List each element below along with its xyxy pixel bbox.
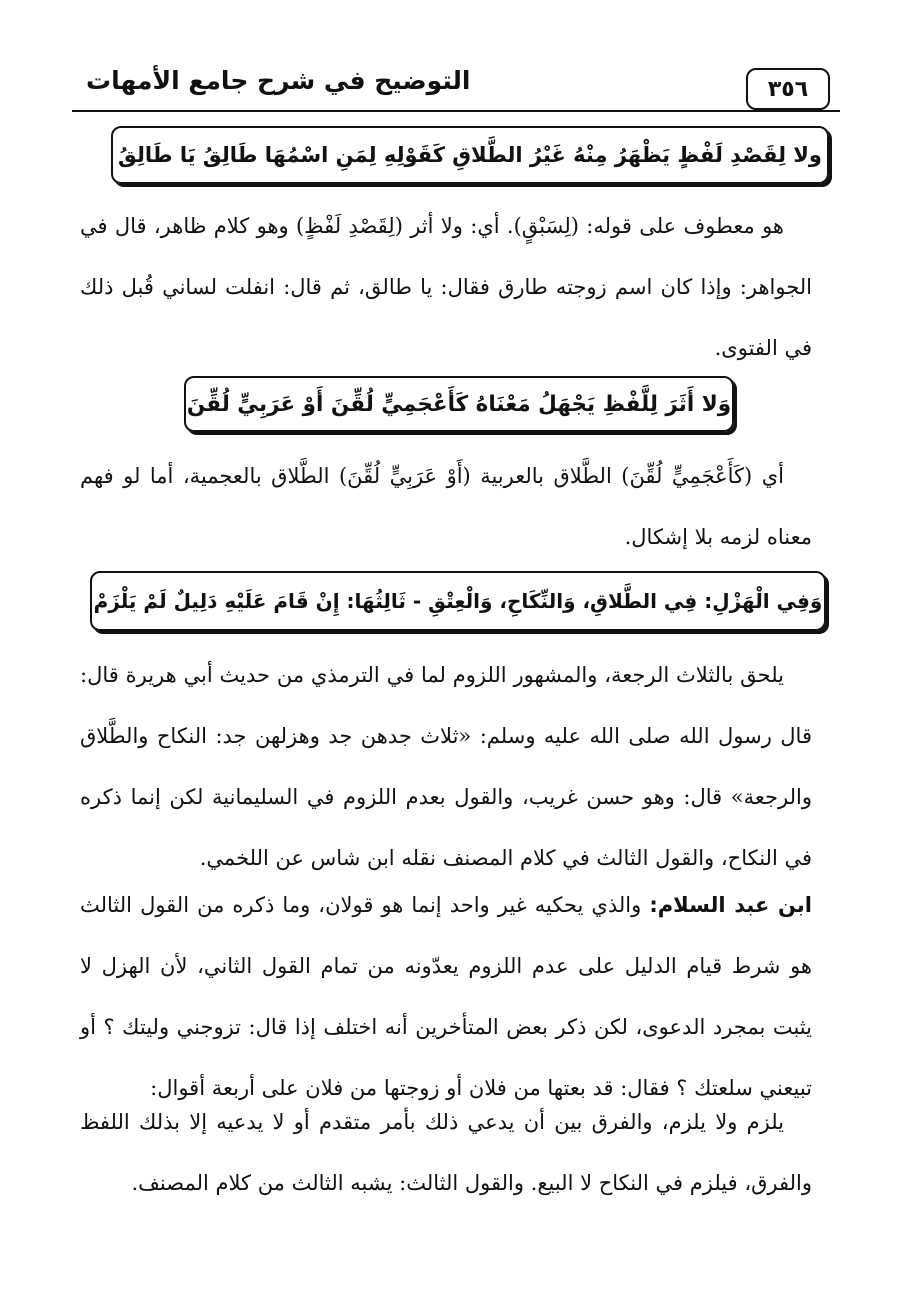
page-number: ٣٥٦: [746, 68, 830, 110]
paragraph-4-body: والذي يحكيه غير واحد إنما هو قولان، وما ذكره من القول الثالث هو شرط قيام الدليل على عدم اللزوم يعدّونه من تمام القول الثاني، لأن الهزل لا يثبت بمجرد الدعوى، لكن ذكر بعض المتأخرين أنه اختلف إذا قال: تزوجني وليتك ؟ أو تبيعني سلعتك ؟ فقال: قد بعتها من فلان أو زوجتها من فلان على أربعة أقوال:: [80, 893, 812, 1100]
commentary-paragraph-1: هو معطوف على قوله: (لِسَبْقٍ). أي: ولا أثر (لِقَصْدِ لَفْظٍ) وهو كلام ظاهر، قال في الجواهر: وإذا كان اسم زوجته طارق فقال: يا طالق، ثم قال: انفلت لساني قُبل ذلك في الفتوى.: [80, 214, 812, 360]
commentary-paragraph-2: أي (كَأَعْجَمِيٍّ لُقِّنَ) الطَّلاق بالعربية (أَوْ عَرَبِيٍّ لُقِّنَ) الطَّلاق بالعجمية، أما لو فهم معناه لزمه بلا إشكال.: [80, 464, 812, 549]
commentary-paragraph-4: [80, 875, 812, 1119]
matn-box-3: وَفِي الْهَزْلِ: فِي الطَّلاقِ، وَالنِّكَاحِ، وَالْعِتْقِ - ثَالِثُهَا: إِنْ قَامَ عَلَيْهِ دَلِيلٌ لَمْ يَلْزَمْ: [90, 571, 826, 631]
matn-box-2: وَلا أَثَرَ لِلَّفْظِ يَجْهَلُ مَعْنَاهُ كَأَعْجَمِيٍّ لُقِّنَ أَوْ عَرَبِيٍّ لُقِّنَ: [184, 376, 734, 432]
commentary-paragraph-5: يلزم ولا يلزم، والفرق بين أن يدعي ذلك بأمر متقدم أو لا يدعيه إلا بذلك اللفظ والفرق، فيلزم في النكاح لا البيع. والقول الثالث: يشبه الثالث من كلام المصنف.: [80, 1110, 812, 1195]
matn-box-1: ولا لِقَصْدِ لَفْظٍ يَظْهَرُ مِنْهُ غَيْرُ الطَّلاقِ كَقَوْلِهِ لِمَنِ اسْمُهَا طَالِقُ يَا طَالِقُ: [111, 126, 829, 184]
page-header: [72, 62, 840, 112]
cited-scholar: ابن عبد السلام:: [649, 893, 812, 917]
running-title: التوضيح في شرح جامع الأمهات: [86, 66, 471, 95]
commentary-paragraph-3: يلحق بالثلاث الرجعة، والمشهور اللزوم لما في الترمذي من حديث أبي هريرة قال: قال رسول الله صلى الله عليه وسلم: «ثلاث جدهن جد وهزلهن جد: النكاح والطَّلاق والرجعة» قال: وهو حسن غريب، والقول بعدم اللزوم في السليمانية لكن إنما ذكره في النكاح، والقول الثالث في كلام المصنف نقله ابن شاس عن اللخمي.: [80, 663, 812, 870]
